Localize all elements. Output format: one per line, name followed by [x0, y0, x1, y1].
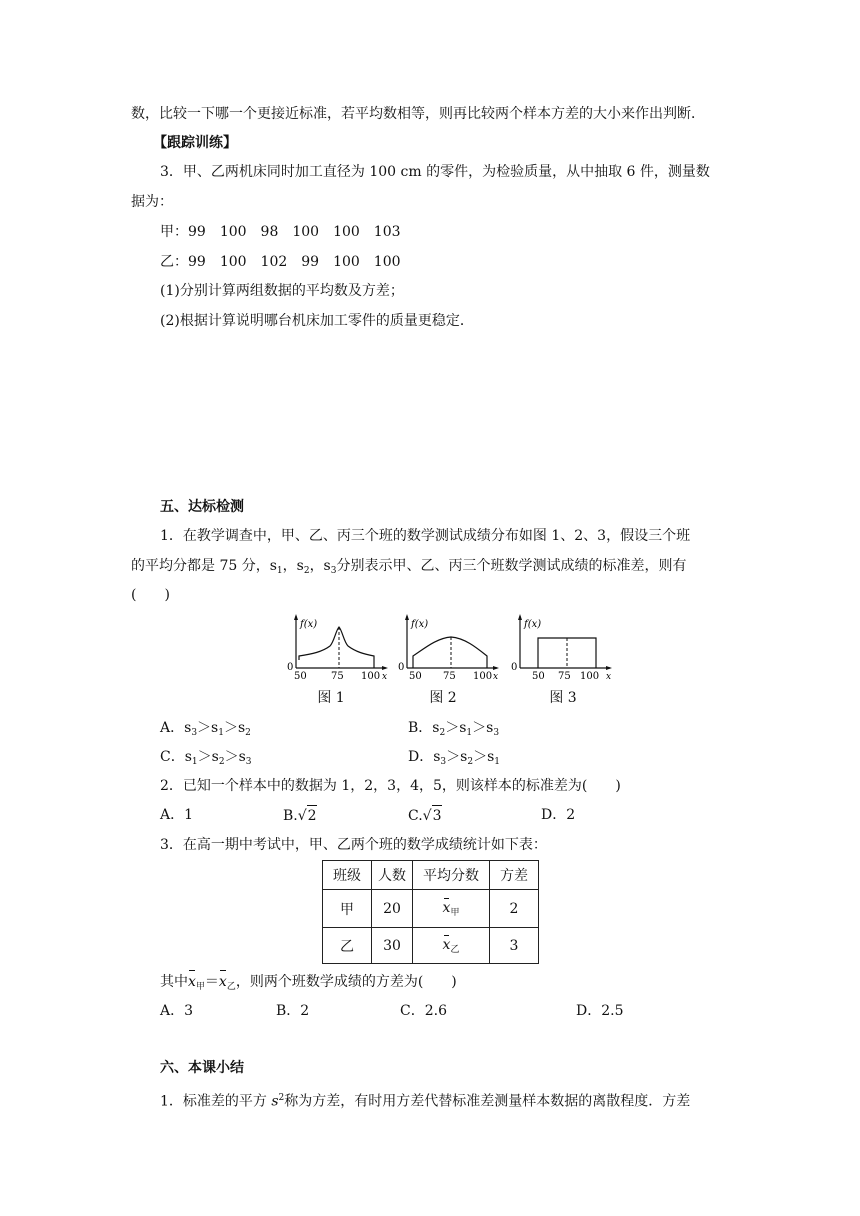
q2-option-b: B.√2 — [283, 805, 317, 826]
svg-text:50: 50 — [409, 671, 422, 682]
q1-text-b: ，s — [282, 558, 304, 574]
q1-blank: ( ) — [131, 587, 170, 603]
table-cell: 甲 — [323, 890, 372, 928]
table-header: 人数 — [372, 861, 413, 890]
q3-after-table: 其中$x_甲=x_乙$，则两个班数学成绩的方差为( ) — [160, 974, 457, 992]
figure-2 — [395, 612, 505, 682]
svg-text:f(x): f(x) — [524, 619, 542, 630]
table-header: 班级 — [323, 861, 372, 890]
section5-heading: 五、达标检测 — [160, 499, 244, 515]
svg-text:50: 50 — [294, 671, 307, 682]
table-cell: 2 — [490, 890, 539, 928]
table-cell: $x_甲$ — [413, 890, 490, 928]
stats-table — [322, 860, 539, 964]
svg-text:75: 75 — [443, 671, 456, 682]
section6-heading: 六、本课小结 — [160, 1060, 244, 1076]
table-cell: 3 — [490, 928, 539, 964]
caption-fig2: 图 2 — [429, 690, 457, 706]
q3-option-b: B．2 — [276, 1003, 310, 1019]
figure-3 — [508, 612, 618, 682]
q3-line2: 据为： — [131, 194, 173, 210]
table-header: 方差 — [490, 861, 539, 890]
intro-line: 数，比较一下哪一个更接近标准，若平均数相等，则再比较两个样本方差的大小来作出判断． — [131, 106, 705, 122]
caption-fig3: 图 3 — [549, 690, 577, 706]
table-header: 平均分数 — [413, 861, 490, 890]
table-cell: $x_乙$ — [413, 928, 490, 964]
svg-text:75: 75 — [558, 671, 571, 682]
svg-text:x: x — [606, 672, 612, 682]
q1-line2: 的平均分都是 75 分，$s_1$，$s_2$，$s_3$分别表示甲、乙、丙三个班数学测试成绩的标准差，则有 — [131, 558, 687, 576]
q1-option-b: B．$s_2>s_1>s_3$ — [408, 720, 500, 738]
svg-text:0: 0 — [287, 662, 294, 673]
data-jia: 甲：99 100 98 100 100 103 — [160, 224, 401, 240]
table-row — [323, 890, 539, 928]
q1-option-d: D．$s_3>s_2>s_1$ — [408, 749, 500, 767]
svg-text:x: x — [493, 672, 499, 682]
q1-text-c: ，s — [309, 558, 331, 574]
svg-text:0: 0 — [511, 662, 518, 673]
svg-text:100: 100 — [361, 671, 381, 682]
svg-text:x: x — [382, 672, 388, 682]
part-2: (2)根据计算说明哪台机床加工零件的质量更稳定． — [160, 313, 474, 329]
q1-line1: 1．在教学调查中，甲、乙、丙三个班的数学测试成绩分布如图 1、2、3，假设三个班 — [160, 528, 691, 544]
table-cell: 乙 — [323, 928, 372, 964]
q2-option-a: A．1 — [160, 807, 194, 823]
data-yi: 乙：99 100 102 99 100 100 — [160, 254, 401, 270]
part-1: (1)分别计算两组数据的平均数及方差； — [160, 283, 404, 299]
q2-option-d: D．2 — [541, 807, 576, 823]
svg-text:f(x): f(x) — [411, 619, 429, 630]
q2-option-c: C.√3 — [408, 805, 442, 826]
q3-option-a: A．3 — [160, 1003, 194, 1019]
table-cell: 20 — [372, 890, 413, 928]
summary-line1: 1．标准差的平方 $s^2$称为方差，有时用方差代替标准差测量样本数据的离散程度．方差 — [160, 1093, 691, 1110]
svg-text:0: 0 — [398, 662, 405, 673]
table-row — [323, 928, 539, 964]
q1-option-a: A．$s_3>s_1>s_2$ — [160, 720, 251, 738]
figure-1 — [282, 612, 392, 682]
q3-option-d: D．2.5 — [576, 1003, 624, 1019]
svg-text:50: 50 — [532, 671, 545, 682]
q1-option-c: C．$s_1>s_2>s_3$ — [160, 749, 252, 767]
q3-stem: 3．在高一期中考试中，甲、乙两个班的数学成绩统计如下表： — [160, 837, 547, 853]
q3-option-c: C．2.6 — [400, 1003, 447, 1019]
svg-text:100: 100 — [580, 671, 600, 682]
table-cell: 30 — [372, 928, 413, 964]
q1-text-a: 的平均分都是 75 分，s — [131, 558, 277, 574]
caption-fig1: 图 1 — [317, 690, 345, 706]
svg-text:75: 75 — [331, 671, 344, 682]
training-heading: 【跟踪训练】 — [153, 135, 237, 151]
q3-line1: 3．甲、乙两机床同时加工直径为 100 cm 的零件，为检验质量，从中抽取 6 件，测量数 — [160, 164, 710, 180]
svg-text:100: 100 — [473, 671, 493, 682]
q2-stem: 2．已知一个样本中的数据为 1，2，3，4，5，则该样本的标准差为( ) — [160, 778, 621, 794]
svg-text:f(x): f(x) — [300, 619, 318, 630]
q1-text-d: 分别表示甲、乙、丙三个班数学测试成绩的标准差，则有 — [336, 558, 687, 574]
